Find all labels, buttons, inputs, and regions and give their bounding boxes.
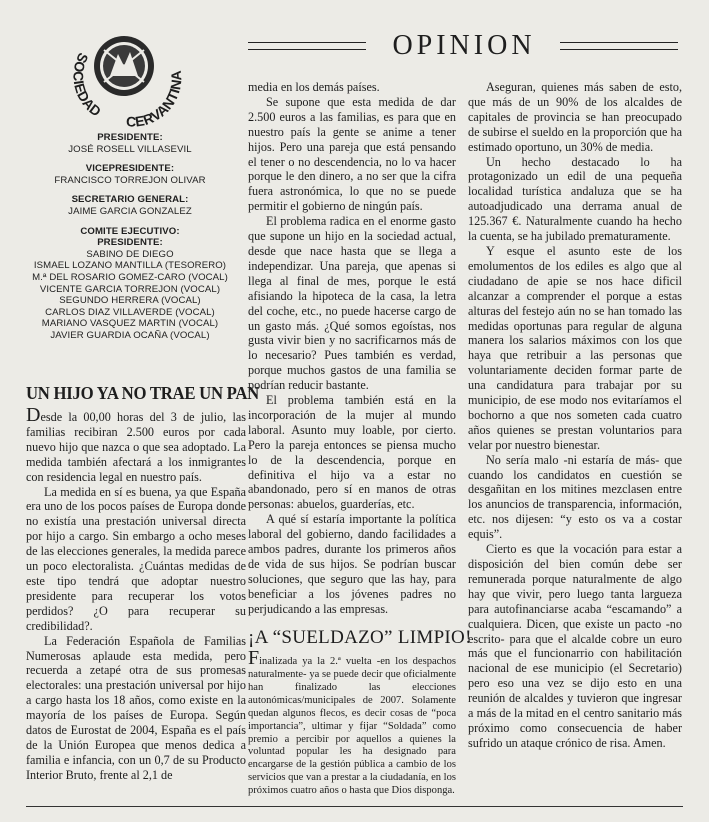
article-headline: UN HIJO YA NO TRAE UN PAN — [26, 383, 259, 403]
board-group — [26, 132, 234, 155]
board-role: SECRETARIO GENERAL: — [71, 194, 189, 206]
paragraph-text: inalizada ya la 2.ª vuelta -en los despachos naturalmente- ya se puede decir que oficialmente han finalizado las elecciones autonómicas/municipales de 2007. Solamente quedan algunos flecos, es decir cosas de “poca importancia”, ultimar y fijar “Soldada” como premio a percibir por aquellos a quienes la voluntad popular les ha designado para encargarse de la gestión pública a cambio de los servicios que van a prestar a la ciudadanía, en los próximos cuatro años o hasta que Dios disponga. — [248, 656, 456, 797]
article-paragraph — [26, 404, 246, 485]
paragraph-text: Un hecho destacado lo ha protagonizado un edil de una pequeña localidad turística andaluza que se ha autoadjudicado una derrama anual de 125.367 €. Naturalmente cuando ha hecho la cuenta, se ha jubilado prematuramente. — [468, 154, 682, 244]
article2-column-3 — [468, 80, 682, 751]
society-seal-icon — [58, 32, 190, 132]
board-member: VICENTE GARCIA TORREJON (VOCAL) — [39, 283, 221, 295]
board-member: JOSÉ ROSELL VILLASEVIL — [68, 143, 192, 155]
drop-cap: D — [26, 404, 41, 426]
board-member: M.ª DEL ROSARIO GOMEZ-CARO (VOCAL) — [32, 271, 228, 283]
article2-headline: ¡A “SUELDAZO” LIMPIO! — [248, 627, 472, 648]
header-rule-right — [560, 42, 678, 50]
article-paragraph — [248, 80, 456, 95]
article-paragraph — [248, 95, 456, 214]
board-subrole: PRESIDENTE: — [97, 237, 163, 249]
logo-text-left: SOCIEDAD — [70, 50, 105, 120]
board-role: PRESIDENTE: — [97, 132, 163, 143]
board-member: SEGUNDO HERRERA (VOCAL) — [59, 295, 201, 307]
board-group — [26, 194, 234, 217]
paragraph-text: Aseguran, quienes más saben de esto, que más de un 90% de los alcaldes de capitales de provincia se han preocupado de subirse el sueldo en la proporción que ha estimado oportuno, un 30% de media. — [468, 80, 682, 154]
board-of-directors — [26, 132, 234, 350]
paragraph-text: El problema también está en la incorporación de la mujer al mundo laboral. Asunto muy loable, por cierto. Pero la pareja entonces se piensa mucho lo de la descendencia, porque en definitiva el hijo va a estar no abandonado, pero sí en manos de otras personas: abuelos, guarderías, etc. — [248, 393, 456, 512]
paragraph-text: Y esque el asunto este de los emolumentos de los ediles es algo que al ciudadano de apie se nos hace dificil alcanzar a comprender el porque a estas alturas del festejo aún no se han tomado las medidas oportunas para regular de alguna manera los salarios máximos con los que haya que retribuir a las personas que voluntariamente deciden formar parte de una candidatura para trabajar por su municipio, de ese modo nos evitaríamos el bochorno a que nos someten cada cuatro años quienes se prestan voluntarios para velar por nuestro bienestar. — [468, 243, 682, 452]
logo-text-right: CERVANTINA — [125, 70, 185, 130]
footer-rule — [26, 806, 683, 807]
board-member: SABINO DE DIEGO — [86, 248, 174, 260]
board-member: FRANCISCO TORREJON OLIVAR — [54, 174, 206, 186]
board-member: MARIANO VASQUEZ MARTIN (VOCAL) — [41, 318, 219, 330]
board-group — [26, 163, 234, 186]
paragraph-text: El problema radica en el enorme gasto que supone un hijo en la sociedad actual, desde que nace hasta que se llega a independizar. Una pareja, que apenas si llega al final de mes, porque le está afisiando la hipoteca de la casa, la letra del coche, etc., no puede hacerse cargo de un gasto más. ¿Qué somos egoístas, nos gusta vivir bien y no sacrificarnos más de lo necesario? Pues también es verdad, porque muchos gastos de una familia se podrían reducir bastante. — [248, 214, 456, 393]
board-member: JAVIER GUARDIA OCAÑA (VOCAL) — [50, 329, 210, 341]
board-group — [26, 226, 234, 342]
paragraph-text: Cierto es que la vocación para estar a disposición del bien común debe ser remunerada porque naturalmente de algo hay que vivir, pero luego tanta largueza para autofinanciarse acaba “escamando” a cualquiera. Dicen, que existe un pacto -no escrito- para que el alcalde cobre un euro más que el funcionarrio con habilitación nacional de ese municipio (el Secretario) pero eso una vez se dijo esto en una reunión de alcaldes y tuvieron que ingresar a más de la mitad en el centro sanitario más próximo como consecuencia de haber sufrido un ataque crónico de risa. Amen. — [468, 542, 682, 750]
article-column-2 — [248, 80, 456, 617]
board-role: COMITE EJECUTIVO: — [80, 225, 180, 237]
paragraph-text: media en los demás países. — [248, 80, 380, 94]
article-column-1 — [26, 404, 246, 783]
article-paragraph — [468, 80, 682, 155]
section-header — [244, 30, 684, 64]
article-paragraph — [248, 512, 456, 616]
paragraph-text: La Federación Española de Familias Numerosas aplaude esta medida, pero recuerda a zetapé otra de sus promesas electorales: una prestación universal por hijo a cargo hasta los 18 años, como existe en la mayoría de los países de Europa. Según datos de Eurostat de 2004, España es el país de la Unión Europea que menos dedica a familia e infancia, con un 0,7 de su Producto Interior Bruto, frente al 2,1 de — [26, 633, 246, 782]
drop-cap: F — [248, 647, 260, 669]
article-paragraph — [468, 155, 682, 244]
article-paragraph — [248, 647, 456, 798]
paragraph-text: esde la 00,00 horas del 3 de julio, las familias recibiran 2.500 euros por cada nuevo hijo que nazca o que sea adoptado. La medida también afectará a los inmigrantes con residencia legal en nuestro país. — [26, 410, 246, 484]
board-member: ISMAEL LOZANO MANTILLA (TESORERO) — [33, 260, 227, 272]
society-logo — [58, 32, 190, 132]
article-paragraph — [26, 485, 246, 634]
section-title: OPINION — [392, 30, 536, 61]
article-paragraph — [248, 214, 456, 393]
article-paragraph — [26, 634, 246, 783]
board-member: CARLOS DIAZ VILLAVERDE (VOCAL) — [45, 306, 215, 318]
paragraph-text: No sería malo -ni estaría de más- que cuando los candidatos en cuestión se desgañitan en los mitines mezclasen entre los anuncios de transparencia, información, etc. nos dijesen: “y esto os va a costar equis”. — [468, 452, 682, 542]
board-member: JAIME GARCIA GONZALEZ — [68, 205, 192, 217]
article2-column-intro — [248, 647, 456, 798]
article-paragraph — [468, 542, 682, 751]
article-paragraph — [468, 244, 682, 453]
paragraph-text: Se supone que esta medida de dar 2.500 euros a las familias, es para que en nuestro país la gente se anime a tener hijos. Pero una pareja que está pensando el tener o no descendencia, no lo va hacer porque le den dinero, a no ser que la cifra fuera astronómica, lo que no se puede permitir el gobierno de ningún país. — [248, 94, 456, 214]
paragraph-text: A qué sí estaría importante la política laboral del gobierno, dando facilidades a ambos padres, durante los primeros años de vida de sus hijos. Se podrían buscar soluciones, que seguro que las hay, para beneficiar a los jóvenes padres no perjudicando a las empresas. — [248, 512, 456, 616]
article-paragraph — [468, 453, 682, 542]
article-paragraph — [248, 393, 456, 512]
paragraph-text: La medida en sí es buena, ya que España era uno de los pocos países de Europa donde no existía una prestación universal directa por hijo a cargo. Sin embargo a ocho meses de las elecciones generales, la medida parece un poco electoralista. ¿Cuántas medidas de este tipo tendrá que adoptar nuestro presidente para recuperar los votos perdidos? ¿O para recuperar su credibilidad?. — [26, 484, 246, 633]
board-role: VICEPRESIDENTE: — [85, 163, 175, 175]
